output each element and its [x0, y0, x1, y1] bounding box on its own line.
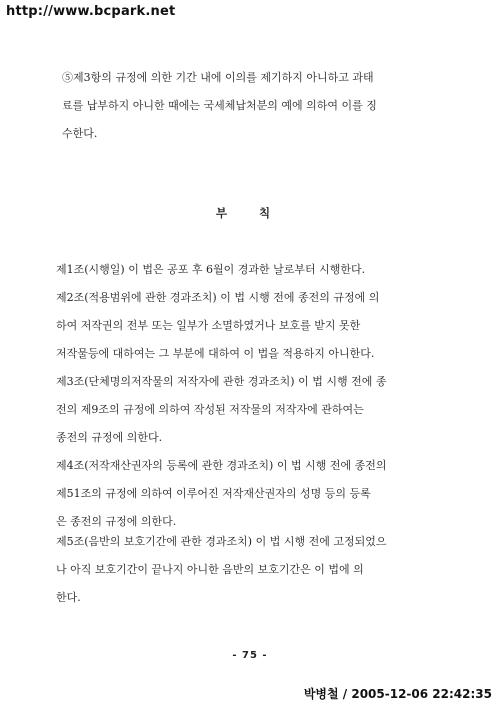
author-timestamp-stamp: 박병철 / 2005-12-06 22:42:35: [303, 687, 492, 701]
article-4: 제4조(저작재산권자의 등록에 관한 경과조치) 이 법 시행 전에 종전의 제51조의 규정에 의하여 이루어진 저작재산권자의 성명 등의 등록 은 종전의 규정에 의한다.: [56, 459, 387, 528]
article-2: 제2조(적용범위에 관한 경과조치) 이 법 시행 전에 종전의 규정에 의 하여 저작권의 전부 또는 일부가 소멸하였거나 보호를 받지 못한 저작물등에 대하여는 그 부분에 대하여 이 법을 적용하지 아니한다.: [56, 291, 380, 360]
article-3: 제3조(단체명의저작물의 저작자에 관한 경과조치) 이 법 시행 전에 종 전의 제9조의 규정에 의하여 작성된 저작물의 저작자에 관하여는 종전의 규정에 의한다.: [56, 375, 387, 444]
section-title-supplementary: 부 칙: [215, 206, 285, 220]
site-watermark: http://www.bcpark.net: [6, 4, 176, 19]
paragraph-clause-5: ⑤제3항의 규정에 의한 기간 내에 이의를 제기하지 아니하고 과태 료를 납부하지 아니한 때에는 국세체납처분의 예에 의하여 이를 징 수한다.: [62, 71, 377, 140]
page-number: - 75 -: [232, 650, 268, 661]
article-5: 제5조(음반의 보호기간에 관한 경과조치) 이 법 시행 전에 고정되었으 나 아직 보호기간이 끝나지 아니한 음반의 보호기간은 이 법에 의 한다.: [56, 535, 387, 604]
article-1: 제1조(시행일) 이 법은 공포 후 6월이 경과한 날로부터 시행한다.: [56, 263, 366, 276]
